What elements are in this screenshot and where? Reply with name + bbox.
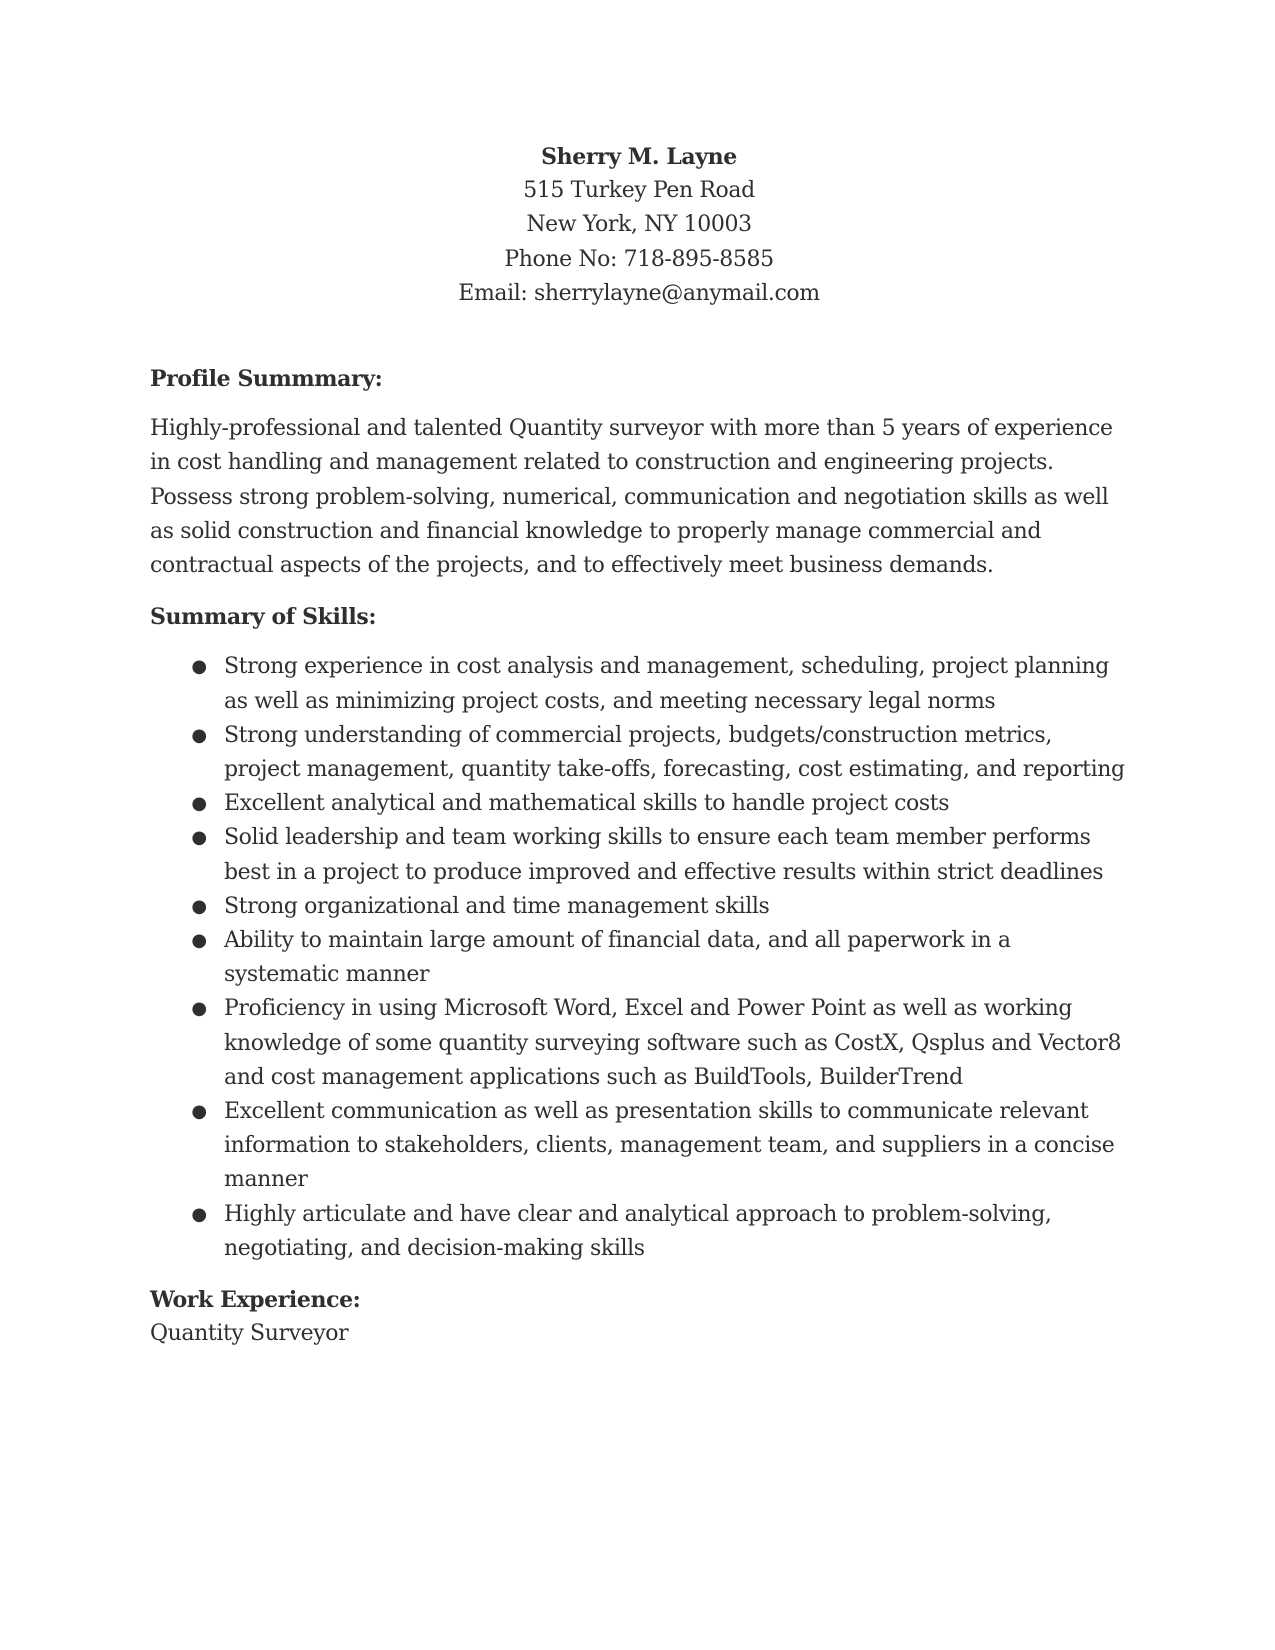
skill-text: Strong experience in cost analysis and management, scheduling, project planning as well as minimizing project costs, and meeting necessary legal norms [224,654,1109,714]
bullet-icon: ● [191,930,207,952]
skill-text: Strong understanding of commercial projects, budgets/construction metrics, project management, quantity take-offs, forecasting, cost estimating, and reporting [224,722,1125,783]
bullet-icon: ● [191,656,207,678]
list-item [150,650,1128,718]
bullet-icon: ● [191,998,207,1020]
bullet-icon: ● [191,724,207,746]
list-item [150,1198,1128,1266]
list-item [150,787,1128,821]
bullet-icon: ● [191,827,207,849]
skill-text: Strong organizational and time management skills [224,893,770,919]
candidate-name: Sherry M. Layne [541,144,737,170]
bullet-icon: ● [191,1203,207,1225]
profile-summary-text: Highly-professional and talented Quantity surveyor with more than 5 years of experience in cost handling and management related to construction and engineering projects. Possess strong problem-solving, numerical, communication and negotiation skills as well as solid construction and financial knowledge to properly manage commercial and contractual aspects of the projects, and to effectively meet business demands. [150,416,1113,579]
profile-summary-heading: Profile Summmary: [150,366,383,393]
skills-list [150,650,1128,1266]
bullet-icon: ● [191,793,207,815]
list-item [150,1095,1128,1198]
address-line-2: New York, NY 10003 [526,212,752,238]
list-item [150,821,1128,889]
skill-text: Highly articulate and have clear and analytical approach to problem-solving, negotiating, and decision-making skills [224,1201,1052,1261]
bullet-icon: ● [191,1101,207,1123]
contact-header [150,140,1128,311]
skill-text: Solid leadership and team working skills to ensure each team member performs best in a project to produce improved and effective results within strict deadlines [224,825,1104,885]
skill-text: Excellent analytical and mathematical skills to handle project costs [224,791,950,817]
list-item [150,719,1128,787]
skill-text: Excellent communication as well as presentation skills to communicate relevant information to stakeholders, clients, management team, and suppliers in a concise manner [224,1099,1115,1193]
phone-number: Phone No: 718-895-8585 [504,246,774,272]
work-experience-heading: Work Experience: [150,1287,361,1314]
email-address: Email: sherrylayne@anymail.com [458,280,820,306]
skills-summary-heading: Summary of Skills: [150,604,377,631]
skill-text: Proficiency in using Microsoft Word, Excel and Power Point as well as working knowledge of some quantity surveying software such as CostX, Qsplus and Vector8 and cost management applications such as BuildTools, BuilderTrend [224,996,1122,1090]
list-item [150,890,1128,924]
skill-text: Ability to maintain large amount of financial data, and all paperwork in a systematic manner [224,928,1011,988]
bullet-icon: ● [191,895,207,917]
job-title: Quantity Surveyor [150,1321,349,1347]
resume-content [150,140,1128,1352]
list-item [150,992,1128,1095]
address-line-1: 515 Turkey Pen Road [523,178,755,204]
list-item [150,924,1128,992]
